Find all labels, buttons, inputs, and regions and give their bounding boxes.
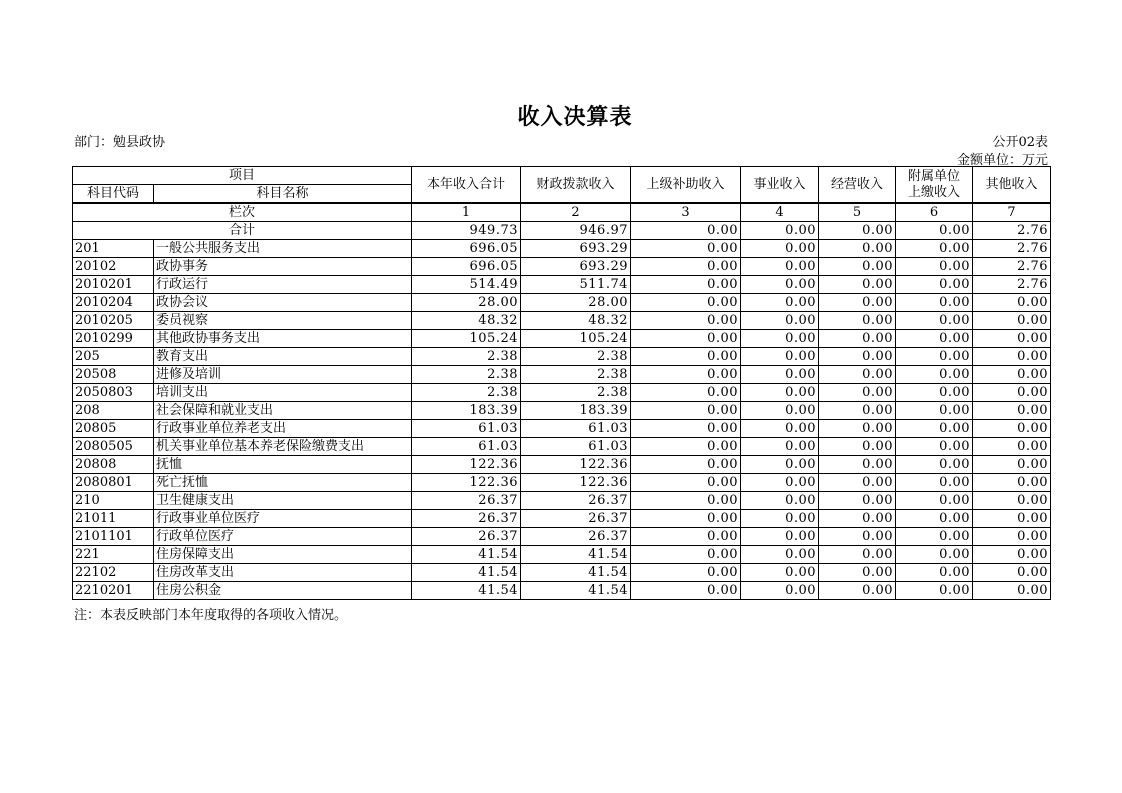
data-rows bbox=[73, 240, 1051, 600]
amount-cell: 0.00 bbox=[741, 240, 819, 258]
subject-name-cell: 其他政协事务支出 bbox=[154, 330, 412, 348]
amount-cell: 28.00 bbox=[521, 294, 631, 312]
header-code: 科目代码 bbox=[73, 185, 154, 204]
table-row bbox=[73, 384, 1051, 402]
subject-code-cell: 20102 bbox=[73, 258, 154, 276]
amount-cell: 26.37 bbox=[521, 510, 631, 528]
amount-cell: 696.05 bbox=[412, 240, 521, 258]
amount-cell: 2.38 bbox=[521, 348, 631, 366]
amount-cell: 0.00 bbox=[741, 348, 819, 366]
amount-cell: 0.00 bbox=[973, 348, 1051, 366]
subject-name-cell: 死亡抚恤 bbox=[154, 474, 412, 492]
amount-cell: 0.00 bbox=[741, 510, 819, 528]
amount-cell: 2.76 bbox=[973, 258, 1051, 276]
amount-cell: 0.00 bbox=[631, 456, 741, 474]
amount-cell: 0.00 bbox=[896, 312, 973, 330]
amount-cell: 122.36 bbox=[412, 456, 521, 474]
amount-cell: 2.38 bbox=[521, 384, 631, 402]
amount-cell: 105.24 bbox=[521, 330, 631, 348]
subject-code-cell: 2050803 bbox=[73, 384, 154, 402]
table-row bbox=[73, 546, 1051, 564]
table-row bbox=[73, 312, 1051, 330]
amount-cell: 693.29 bbox=[521, 240, 631, 258]
amount-cell: 0.00 bbox=[819, 258, 896, 276]
amount-cell: 693.29 bbox=[521, 258, 631, 276]
index-num: 5 bbox=[819, 203, 896, 222]
index-num: 6 bbox=[896, 203, 973, 222]
amount-cell: 61.03 bbox=[521, 420, 631, 438]
amount-cell: 48.32 bbox=[412, 312, 521, 330]
amount-cell: 41.54 bbox=[521, 582, 631, 600]
amount-cell: 0.00 bbox=[741, 330, 819, 348]
subject-code-cell: 201 bbox=[73, 240, 154, 258]
amount-cell: 0.00 bbox=[896, 240, 973, 258]
amount-cell: 0.00 bbox=[631, 258, 741, 276]
amount-cell: 0.00 bbox=[741, 420, 819, 438]
amount-cell: 0.00 bbox=[741, 258, 819, 276]
index-num: 1 bbox=[412, 203, 521, 222]
subject-code-cell: 2010299 bbox=[73, 330, 154, 348]
total-value: 0.00 bbox=[741, 222, 819, 240]
total-value: 2.76 bbox=[973, 222, 1051, 240]
table-row bbox=[73, 348, 1051, 366]
subject-name-cell: 一般公共服务支出 bbox=[154, 240, 412, 258]
subject-code-cell: 20808 bbox=[73, 456, 154, 474]
table-row bbox=[73, 510, 1051, 528]
amount-cell: 0.00 bbox=[819, 564, 896, 582]
table-row bbox=[73, 240, 1051, 258]
amount-cell: 26.37 bbox=[412, 510, 521, 528]
amount-cell: 41.54 bbox=[521, 546, 631, 564]
amount-cell: 0.00 bbox=[819, 456, 896, 474]
amount-cell: 0.00 bbox=[819, 366, 896, 384]
subject-name-cell: 行政事业单位养老支出 bbox=[154, 420, 412, 438]
amount-cell: 0.00 bbox=[741, 276, 819, 294]
subject-code-cell: 22102 bbox=[73, 564, 154, 582]
table-row bbox=[73, 366, 1051, 384]
amount-cell: 48.32 bbox=[521, 312, 631, 330]
amount-cell: 0.00 bbox=[819, 294, 896, 312]
total-value: 949.73 bbox=[412, 222, 521, 240]
subject-code-cell: 21011 bbox=[73, 510, 154, 528]
subject-code-cell: 2080505 bbox=[73, 438, 154, 456]
amount-cell: 0.00 bbox=[741, 366, 819, 384]
amount-cell: 0.00 bbox=[896, 456, 973, 474]
report-title: 收入决算表 bbox=[517, 105, 633, 130]
amount-cell: 41.54 bbox=[521, 564, 631, 582]
amount-cell: 0.00 bbox=[973, 474, 1051, 492]
subject-code-cell: 2010204 bbox=[73, 294, 154, 312]
subject-code-cell: 20805 bbox=[73, 420, 154, 438]
table-row bbox=[73, 528, 1051, 546]
index-num: 2 bbox=[521, 203, 631, 222]
subject-code-cell: 205 bbox=[73, 348, 154, 366]
amount-cell: 105.24 bbox=[412, 330, 521, 348]
amount-cell: 0.00 bbox=[631, 492, 741, 510]
header-item: 项目 bbox=[73, 167, 412, 185]
amount-cell: 0.00 bbox=[741, 312, 819, 330]
header-col4: 事业收入 bbox=[741, 167, 819, 204]
table-row bbox=[73, 564, 1051, 582]
subject-name-cell: 委员视察 bbox=[154, 312, 412, 330]
subject-name-cell: 政协事务 bbox=[154, 258, 412, 276]
amount-cell: 696.05 bbox=[412, 258, 521, 276]
subject-name-cell: 抚恤 bbox=[154, 456, 412, 474]
amount-cell: 0.00 bbox=[896, 366, 973, 384]
amount-cell: 0.00 bbox=[973, 528, 1051, 546]
amount-cell: 0.00 bbox=[631, 582, 741, 600]
header-name: 科目名称 bbox=[154, 185, 412, 204]
amount-cell: 41.54 bbox=[412, 546, 521, 564]
amount-cell: 0.00 bbox=[896, 582, 973, 600]
amount-cell: 28.00 bbox=[412, 294, 521, 312]
subject-code-cell: 20508 bbox=[73, 366, 154, 384]
amount-cell: 0.00 bbox=[973, 564, 1051, 582]
amount-cell: 0.00 bbox=[741, 528, 819, 546]
amount-cell: 0.00 bbox=[631, 546, 741, 564]
total-value: 0.00 bbox=[896, 222, 973, 240]
amount-cell: 61.03 bbox=[412, 438, 521, 456]
amount-cell: 0.00 bbox=[819, 546, 896, 564]
header-col7: 其他收入 bbox=[973, 167, 1051, 204]
amount-cell: 2.38 bbox=[521, 366, 631, 384]
amount-cell: 0.00 bbox=[631, 528, 741, 546]
amount-cell: 0.00 bbox=[741, 474, 819, 492]
subject-code-cell: 2010201 bbox=[73, 276, 154, 294]
header-col2: 财政拨款收入 bbox=[521, 167, 631, 204]
amount-cell: 0.00 bbox=[741, 564, 819, 582]
subject-name-cell: 进修及培训 bbox=[154, 366, 412, 384]
subject-name-cell: 住房公积金 bbox=[154, 582, 412, 600]
amount-cell: 0.00 bbox=[631, 294, 741, 312]
table-row bbox=[73, 276, 1051, 294]
amount-cell: 0.00 bbox=[631, 420, 741, 438]
header-col6-line1: 附属单位 bbox=[908, 168, 961, 184]
amount-cell: 41.54 bbox=[412, 564, 521, 582]
amount-cell: 122.36 bbox=[412, 474, 521, 492]
amount-cell: 26.37 bbox=[412, 492, 521, 510]
amount-cell: 0.00 bbox=[896, 564, 973, 582]
footnote: 注：本表反映部门本年度取得的各项收入情况。 bbox=[74, 608, 348, 623]
total-value: 0.00 bbox=[819, 222, 896, 240]
index-label: 栏次 bbox=[73, 203, 412, 222]
index-num: 3 bbox=[631, 203, 741, 222]
amount-cell: 0.00 bbox=[896, 438, 973, 456]
table-row bbox=[73, 258, 1051, 276]
header-col6-line2: 上缴收入 bbox=[908, 184, 961, 200]
amount-cell: 0.00 bbox=[819, 312, 896, 330]
amount-cell: 0.00 bbox=[896, 402, 973, 420]
table-row bbox=[73, 402, 1051, 420]
header-col5: 经营收入 bbox=[819, 167, 896, 204]
total-label: 合计 bbox=[73, 222, 412, 240]
amount-cell: 514.49 bbox=[412, 276, 521, 294]
amount-cell: 0.00 bbox=[973, 492, 1051, 510]
amount-cell: 0.00 bbox=[973, 546, 1051, 564]
index-num: 7 bbox=[973, 203, 1051, 222]
amount-cell: 0.00 bbox=[973, 402, 1051, 420]
amount-cell: 0.00 bbox=[741, 402, 819, 420]
form-number: 公开02表 bbox=[992, 135, 1048, 150]
table-row bbox=[73, 420, 1051, 438]
table-row bbox=[73, 330, 1051, 348]
table-row bbox=[73, 492, 1051, 510]
amount-cell: 0.00 bbox=[631, 510, 741, 528]
amount-cell: 41.54 bbox=[412, 582, 521, 600]
subject-name-cell: 政协会议 bbox=[154, 294, 412, 312]
amount-cell: 0.00 bbox=[896, 294, 973, 312]
amount-cell: 0.00 bbox=[896, 384, 973, 402]
amount-cell: 2.38 bbox=[412, 366, 521, 384]
amount-cell: 0.00 bbox=[973, 312, 1051, 330]
department-label: 部门：勉县政协 bbox=[74, 135, 166, 150]
amount-cell: 2.76 bbox=[973, 240, 1051, 258]
subject-code-cell: 2101101 bbox=[73, 528, 154, 546]
amount-cell: 0.00 bbox=[741, 294, 819, 312]
amount-cell: 0.00 bbox=[973, 330, 1051, 348]
amount-cell: 0.00 bbox=[819, 510, 896, 528]
amount-cell: 0.00 bbox=[741, 492, 819, 510]
header-col1: 本年收入合计 bbox=[412, 167, 521, 204]
amount-cell: 0.00 bbox=[819, 240, 896, 258]
amount-unit: 金额单位：万元 bbox=[956, 153, 1048, 168]
amount-cell: 2.38 bbox=[412, 384, 521, 402]
index-num: 4 bbox=[741, 203, 819, 222]
amount-cell: 0.00 bbox=[819, 384, 896, 402]
amount-cell: 183.39 bbox=[521, 402, 631, 420]
amount-cell: 0.00 bbox=[973, 456, 1051, 474]
amount-cell: 61.03 bbox=[521, 438, 631, 456]
amount-cell: 0.00 bbox=[741, 456, 819, 474]
amount-cell: 0.00 bbox=[896, 546, 973, 564]
amount-cell: 0.00 bbox=[896, 474, 973, 492]
total-value: 946.97 bbox=[521, 222, 631, 240]
amount-cell: 0.00 bbox=[973, 384, 1051, 402]
subject-code-cell: 2080801 bbox=[73, 474, 154, 492]
subject-code-cell: 221 bbox=[73, 546, 154, 564]
income-final-accounts-table bbox=[72, 166, 1051, 600]
amount-cell: 26.37 bbox=[412, 528, 521, 546]
amount-cell: 0.00 bbox=[973, 366, 1051, 384]
subject-name-cell: 社会保障和就业支出 bbox=[154, 402, 412, 420]
amount-cell: 0.00 bbox=[631, 564, 741, 582]
amount-cell: 0.00 bbox=[896, 528, 973, 546]
amount-cell: 0.00 bbox=[819, 582, 896, 600]
amount-cell: 183.39 bbox=[412, 402, 521, 420]
subject-code-cell: 2210201 bbox=[73, 582, 154, 600]
amount-cell: 0.00 bbox=[896, 276, 973, 294]
amount-cell: 0.00 bbox=[819, 402, 896, 420]
amount-cell: 0.00 bbox=[631, 240, 741, 258]
amount-cell: 0.00 bbox=[631, 330, 741, 348]
amount-cell: 0.00 bbox=[741, 384, 819, 402]
table-row bbox=[73, 474, 1051, 492]
amount-cell: 0.00 bbox=[741, 582, 819, 600]
subject-name-cell: 培训支出 bbox=[154, 384, 412, 402]
amount-cell: 0.00 bbox=[631, 402, 741, 420]
subject-name-cell: 教育支出 bbox=[154, 348, 412, 366]
amount-cell: 0.00 bbox=[896, 258, 973, 276]
subject-code-cell: 2010205 bbox=[73, 312, 154, 330]
amount-cell: 0.00 bbox=[973, 420, 1051, 438]
subject-name-cell: 卫生健康支出 bbox=[154, 492, 412, 510]
amount-cell: 122.36 bbox=[521, 456, 631, 474]
amount-cell: 0.00 bbox=[819, 492, 896, 510]
amount-cell: 0.00 bbox=[631, 384, 741, 402]
amount-cell: 0.00 bbox=[819, 348, 896, 366]
subject-code-cell: 210 bbox=[73, 492, 154, 510]
amount-cell: 0.00 bbox=[631, 474, 741, 492]
subject-code-cell: 208 bbox=[73, 402, 154, 420]
subject-name-cell: 行政事业单位医疗 bbox=[154, 510, 412, 528]
amount-cell: 122.36 bbox=[521, 474, 631, 492]
amount-cell: 0.00 bbox=[973, 582, 1051, 600]
amount-cell: 26.37 bbox=[521, 528, 631, 546]
subject-name-cell: 住房改革支出 bbox=[154, 564, 412, 582]
amount-cell: 61.03 bbox=[412, 420, 521, 438]
amount-cell: 0.00 bbox=[973, 294, 1051, 312]
amount-cell: 0.00 bbox=[973, 510, 1051, 528]
subject-name-cell: 行政运行 bbox=[154, 276, 412, 294]
amount-cell: 0.00 bbox=[631, 276, 741, 294]
header-col6 bbox=[896, 167, 973, 204]
total-row bbox=[73, 222, 1051, 240]
amount-cell: 0.00 bbox=[896, 330, 973, 348]
amount-cell: 0.00 bbox=[819, 528, 896, 546]
amount-cell: 0.00 bbox=[896, 492, 973, 510]
subject-name-cell: 住房保障支出 bbox=[154, 546, 412, 564]
amount-cell: 0.00 bbox=[631, 312, 741, 330]
amount-cell: 511.74 bbox=[521, 276, 631, 294]
amount-cell: 0.00 bbox=[973, 438, 1051, 456]
table-row bbox=[73, 456, 1051, 474]
amount-cell: 0.00 bbox=[896, 348, 973, 366]
header-col3: 上级补助收入 bbox=[631, 167, 741, 204]
amount-cell: 0.00 bbox=[819, 474, 896, 492]
amount-cell: 0.00 bbox=[631, 438, 741, 456]
amount-cell: 0.00 bbox=[819, 330, 896, 348]
amount-cell: 2.38 bbox=[412, 348, 521, 366]
amount-cell: 0.00 bbox=[631, 348, 741, 366]
subject-name-cell: 行政单位医疗 bbox=[154, 528, 412, 546]
amount-cell: 0.00 bbox=[819, 438, 896, 456]
table-row bbox=[73, 294, 1051, 312]
amount-cell: 0.00 bbox=[631, 366, 741, 384]
total-value: 0.00 bbox=[631, 222, 741, 240]
amount-cell: 0.00 bbox=[896, 510, 973, 528]
amount-cell: 26.37 bbox=[521, 492, 631, 510]
amount-cell: 2.76 bbox=[973, 276, 1051, 294]
amount-cell: 0.00 bbox=[896, 420, 973, 438]
index-row bbox=[73, 203, 1051, 222]
table-row bbox=[73, 582, 1051, 600]
amount-cell: 0.00 bbox=[819, 420, 896, 438]
table-row bbox=[73, 438, 1051, 456]
amount-cell: 0.00 bbox=[819, 276, 896, 294]
amount-cell: 0.00 bbox=[741, 438, 819, 456]
subject-name-cell: 机关事业单位基本养老保险缴费支出 bbox=[154, 438, 412, 456]
amount-cell: 0.00 bbox=[741, 546, 819, 564]
